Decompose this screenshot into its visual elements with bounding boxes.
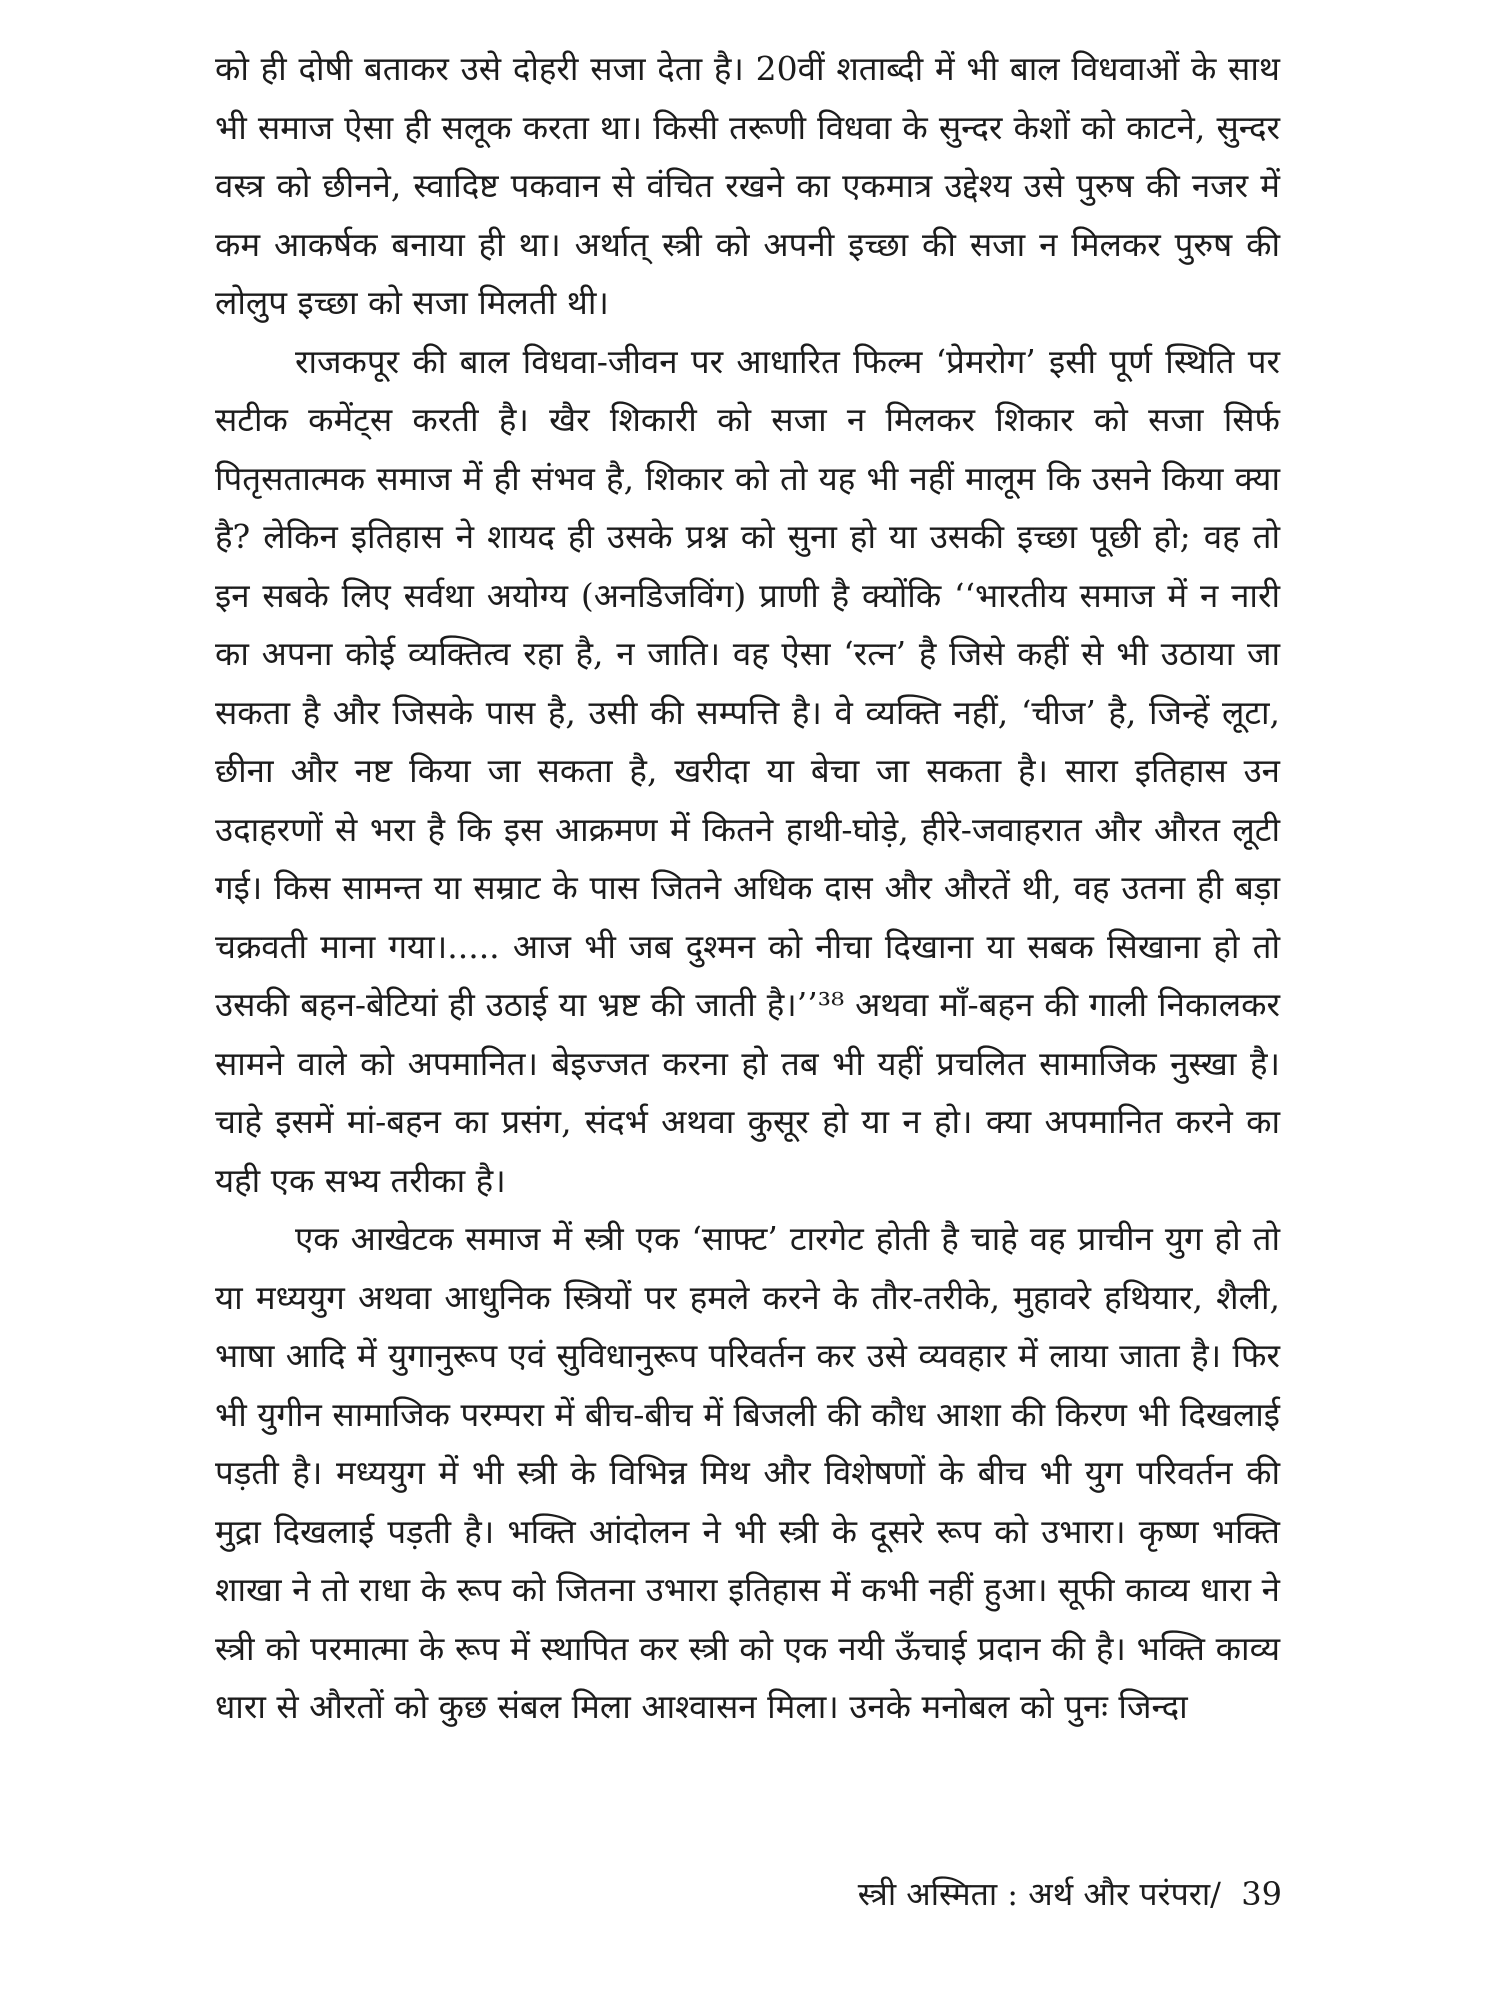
- page-footer: [858, 1872, 1282, 1915]
- paragraph-premrog: राजकपूर की बाल विधवा-जीवन पर आधारित फिल्म ‘प्रेमरोग’ इसी पूर्ण स्थिति पर सटीक कमेंट्स करती है। खैर शिकारी को सजा न मिलकर शिकार को सजा सिर्फ पितृसतात्मक समाज में ही संभव है, शिकार को तो यह भी नहीं मालूम कि उसने किया क्या है? लेकिन इतिहास ने शायद ही उसके प्रश्न को सुना हो या उसकी इच्छा पूछी हो; वह तो इन सबके लिए सर्वथा अयोग्य (अनडिजविंग) प्राणी है क्योंकि ‘‘भारतीय समाज में न नारी का अपना कोई व्यक्तित्व रहा है, न जाति। वह ऐसा ‘रत्न’ है जिसे कहीं से भी उठाया जा सकता है और जिसके पास है, उसी की सम्पत्ति है। वे व्यक्ति नहीं, ‘चीज’ है, जिन्हें लूटा, छीना और नष्ट किया जा सकता है, खरीदा या बेचा जा सकता है। सारा इतिहास उन उदाहरणों से भरा है कि इस आक्रमण में कितने हाथी-घोड़े, हीरे-जवाहरात और औरत लूटी गई। किस सामन्त या सम्राट के पास जितने अधिक दास और औरतें थी, वह उतना ही बड़ा चक्रवती माना गया।..... आज भी जब दुश्मन को नीचा दिखाना या सबक सिखाना हो तो उसकी बहन-बेटियां ही उठाई या भ्रष्ट की जाती है।’’³⁸ अथवा माँ-बहन की गाली निकालकर सामने वाले को अपमानित। बेइज्जत करना हो तब भी यहीं प्रचलित सामाजिक नुस्खा है। चाहे इसमें मां-बहन का प्रसंग, संदर्भ अथवा कुसूर हो या न हो। क्या अपमानित करने का यही एक सभ्य तरीका है।: [215, 341, 1280, 1200]
- paragraph-continuation: को ही दोषी बताकर उसे दोहरी सजा देता है। 20वीं शताब्दी में भी बाल विधवाओं के साथ भी समाज ऐसा ही सलूक करता था। किसी तरूणी विधवा के सुन्दर केशों को काटने, सुन्दर वस्त्र को छीनने, स्वादिष्ट पकवान से वंचित रखने का एकमात्र उद्देश्य उसे पुरुष की नजर में कम आकर्षक बनाया ही था। अर्थात् स्त्री को अपनी इच्छा की सजा न मिलकर पुरुष की लोलुप इच्छा को सजा मिलती थी।: [215, 49, 1280, 322]
- paragraph-akhetak-samaj: एक आखेटक समाज में स्त्री एक ‘साफ्ट’ टारगेट होती है चाहे वह प्राचीन युग हो तो या मध्ययुग अथवा आधुनिक स्त्रियों पर हमले करने के तौर-तरीके, मुहावरे हथियार, शैली, भाषा आदि में युगानुरूप एवं सुविधानुरूप परिवर्तन कर उसे व्यवहार में लाया जाता है। फिर भी युगीन सामाजिक परम्परा में बीच-बीच में बिजली की कौध आशा की किरण भी दिखलाई पड़ती है। मध्ययुग में भी स्त्री के विभिन्न मिथ और विशेषणों के बीच भी युग परिवर्तन की मुद्रा दिखलाई पड़ती है। भक्ति आंदोलन ने भी स्त्री के दूसरे रूप को उभारा। कृष्ण भक्ति शाखा ने तो राधा के रूप को जितना उभारा इतिहास में कभी नहीं हुआ। सूफी काव्य धारा ने स्त्री को परमात्मा के रूप में स्थापित कर स्त्री को एक नयी ऊँचाई प्रदान की है। भक्ति काव्य धारा से औरतों को कुछ संबल मिला आश्वासन मिला। उनके मनोबल को पुनः जिन्दा: [215, 1219, 1280, 1726]
- page-number: 39: [1241, 1875, 1282, 1913]
- footer-separator: /: [1210, 1875, 1221, 1913]
- body-text: [215, 40, 1280, 1737]
- running-title: स्त्री अस्मिता : अर्थ और परंपरा: [857, 1875, 1211, 1913]
